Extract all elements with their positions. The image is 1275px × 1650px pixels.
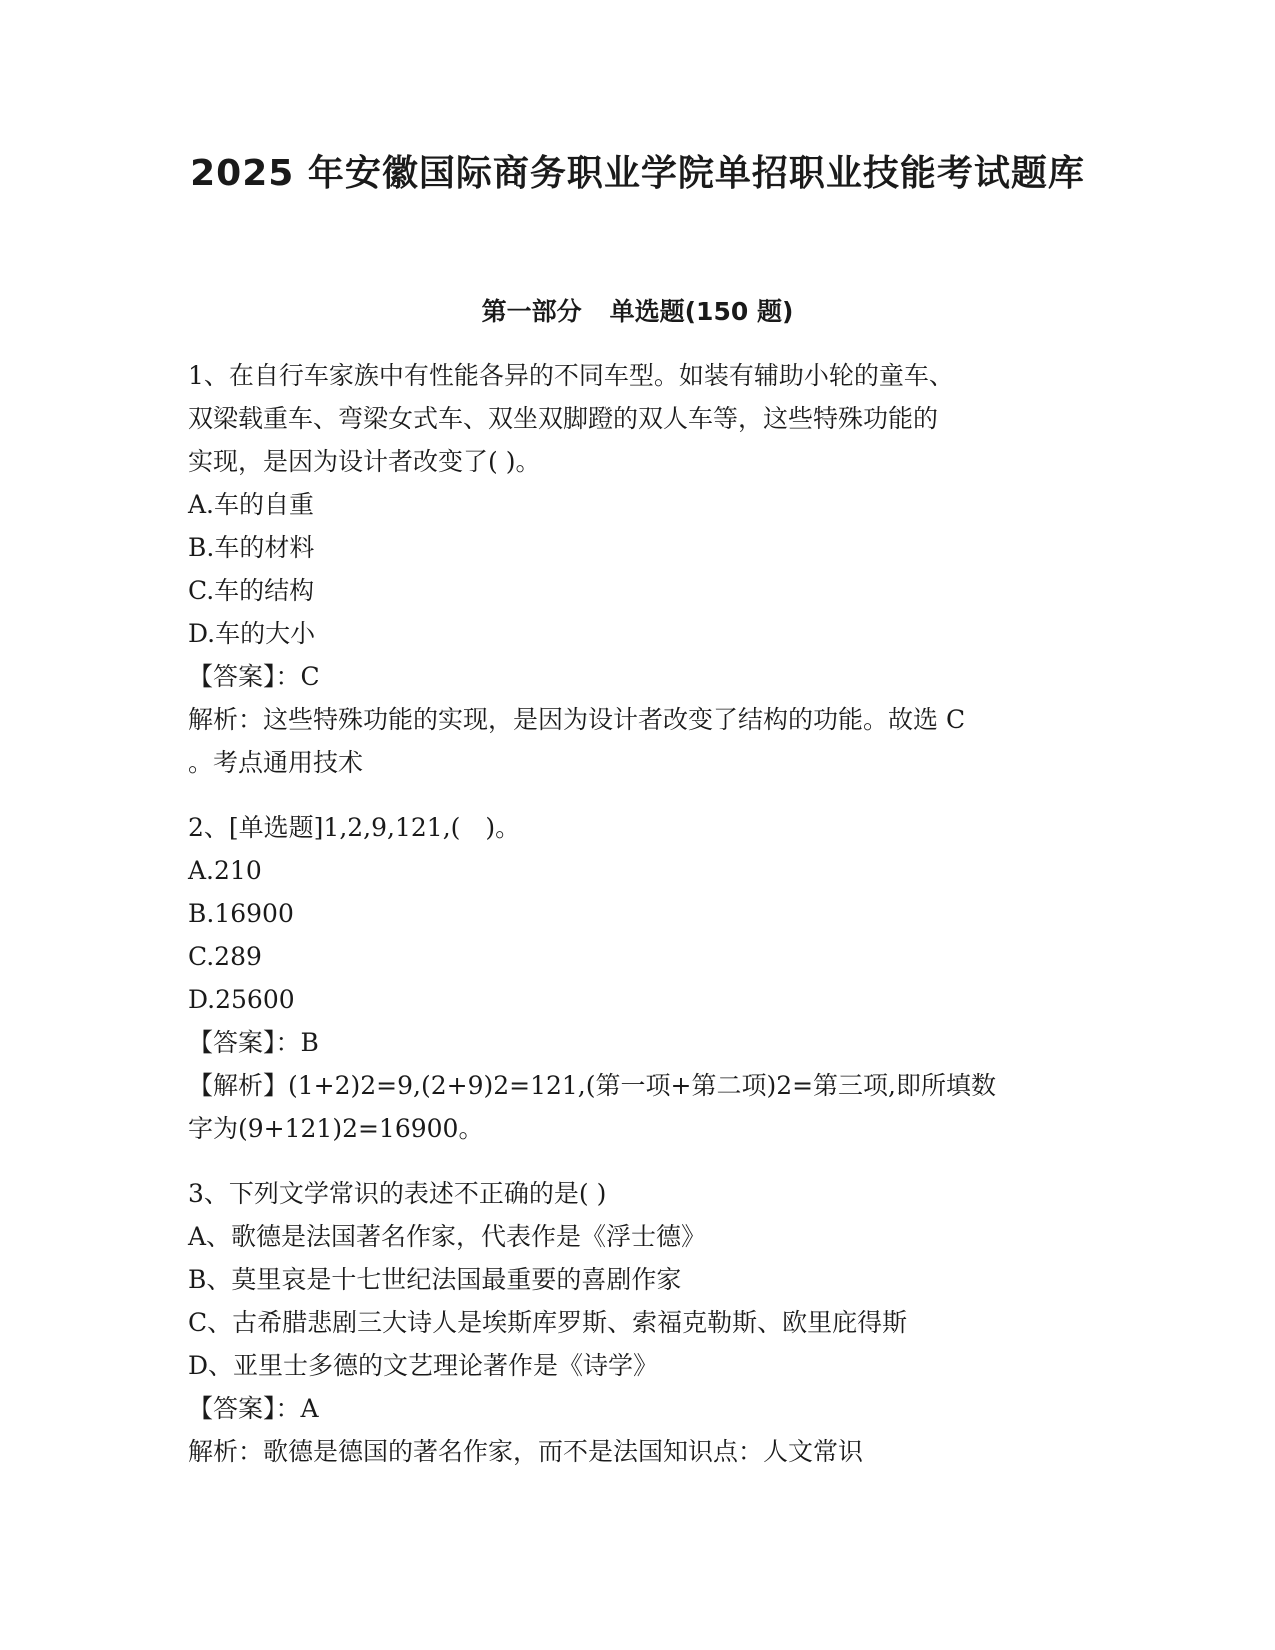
option-d: D.车的大小 xyxy=(188,619,316,648)
option-d: D、亚里士多德的文艺理论著作是《诗学》 xyxy=(188,1351,659,1380)
option-a: A.210 xyxy=(188,856,262,885)
question-stem-line: 双梁载重车、弯梁女式车、双坐双脚蹬的双人车等，这些特殊功能的 xyxy=(188,404,939,433)
answer: 【答案】：B xyxy=(188,1028,319,1057)
question-list xyxy=(188,354,1088,1473)
analysis-line: 。考点通用技术 xyxy=(188,748,364,777)
question-stem-line: 2、[单选题]1,2,9,121,( )。 xyxy=(188,813,521,842)
document-title: 2025 年安徽国际商务职业学院单招职业技能考试题库 xyxy=(190,153,1085,194)
section-part: 第一部分 xyxy=(481,297,582,326)
analysis-line: 【解析】(1+2)2=9,(2+9)2=121,(第一项+第二项)2=第三项,即所填数 xyxy=(188,1071,997,1100)
option-d: D.25600 xyxy=(188,985,295,1014)
question-stem-line: 3、下列文学常识的表述不正确的是( ) xyxy=(188,1179,607,1208)
option-c: C、古希腊悲剧三大诗人是埃斯库罗斯、索福克勒斯、欧里庇得斯 xyxy=(188,1308,908,1337)
option-b: B、莫里哀是十七世纪法国最重要的喜剧作家 xyxy=(188,1265,682,1294)
answer: 【答案】：C xyxy=(188,662,320,691)
option-a: A、歌德是法国著名作家，代表作是《浮士德》 xyxy=(188,1222,707,1251)
question-stem-line: 实现，是因为设计者改变了( )。 xyxy=(188,447,541,476)
option-c: C.车的结构 xyxy=(188,576,315,605)
option-b: B.16900 xyxy=(188,899,294,928)
option-a: A.车的自重 xyxy=(188,490,315,519)
analysis-line: 字为(9+121)2=16900。 xyxy=(188,1114,484,1143)
question-2 xyxy=(188,806,1088,1150)
analysis-line: 解析：这些特殊功能的实现，是因为设计者改变了结构的功能。故选 C xyxy=(188,705,966,734)
question-stem-line: 1、在自行车家族中有性能各异的不同车型。如装有辅助小轮的童车、 xyxy=(188,361,954,390)
answer: 【答案】：A xyxy=(188,1394,319,1423)
section-heading xyxy=(0,292,1275,328)
option-b: B.车的材料 xyxy=(188,533,315,562)
question-1 xyxy=(188,354,1088,784)
analysis-line: 解析：歌德是德国的著名作家，而不是法国知识点：人文常识 xyxy=(188,1437,864,1466)
option-c: C.289 xyxy=(188,942,262,971)
question-3 xyxy=(188,1172,1088,1473)
section-name: 单选题(150 题) xyxy=(609,297,794,326)
